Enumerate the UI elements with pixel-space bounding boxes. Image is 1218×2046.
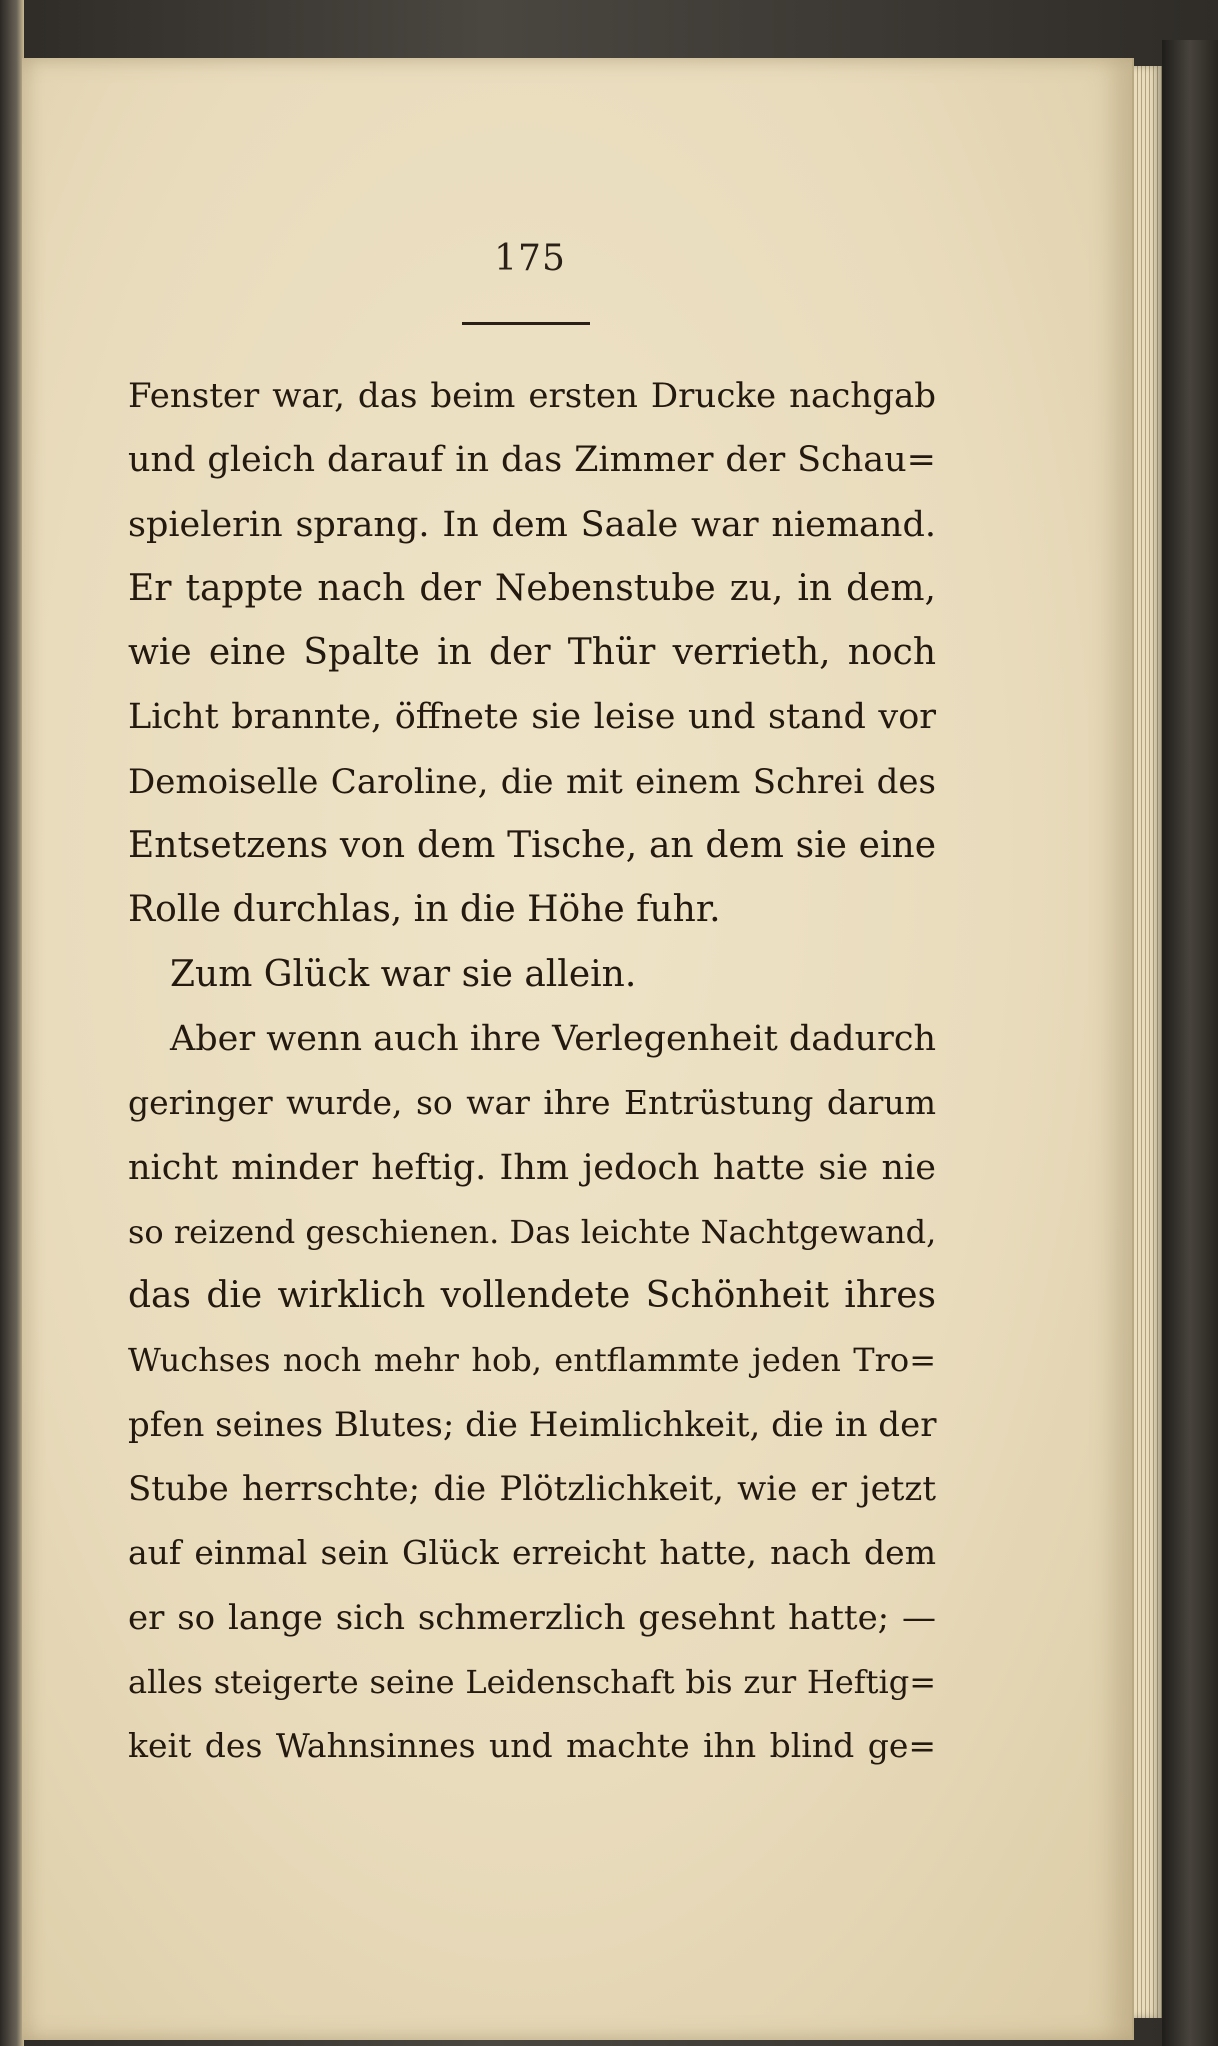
text-line: Licht brannte, öffnete sie leise und stand vor <box>128 697 936 738</box>
text-line: alles steigerte seine Leidenschaft bis zur Heftig= <box>128 1662 936 1701</box>
text-line: geringer wurde, so war ihre Entrüstung darum <box>128 1083 936 1123</box>
text-line: er so lange sich schmerzlich gesehnt hatte; — <box>128 1597 936 1638</box>
text-line: Stube herrschte; die Plötzlichkeit, wie er jetzt <box>128 1469 936 1510</box>
text-line: Er tappte nach der Nebenstube zu, in dem, <box>128 567 936 609</box>
text-line: spielerin sprang. In dem Saale war niemand. <box>128 504 936 545</box>
page-text <box>128 364 936 1779</box>
text-line: Aber wenn auch ihre Verlegenheit dadurch <box>170 1018 936 1059</box>
page-number: 175 <box>494 238 566 279</box>
text-line: Fenster war, das beim ersten Drucke nachgab <box>128 376 936 416</box>
text-line: so reizend geschienen. Das leichte Nachtgewand, <box>128 1212 937 1251</box>
text-line: und gleich darauf in das Zimmer der Schau= <box>128 440 936 481</box>
text-line: nicht minder heftig. Ihm jedoch hatte sie nie <box>128 1147 936 1188</box>
text-line: Wuchses noch mehr hob, entflammte jeden Tro= <box>128 1341 936 1380</box>
text-line: keit des Wahnsinnes und machte ihn blind ge= <box>128 1726 936 1766</box>
text-line: Entsetzens von dem Tische, an dem sie eine <box>128 825 936 867</box>
text-line: pfen seines Blutes; die Heimlichkeit, die in der <box>128 1404 937 1445</box>
text-line: das die wirklich vollendete Schönheit ihres <box>128 1275 936 1317</box>
header-rule <box>462 322 590 325</box>
book-gutter <box>0 0 24 2046</box>
text-line: wie eine Spalte in der Thür verrieth, noch <box>128 632 936 674</box>
book-cover-edge <box>1162 40 1218 2046</box>
text-line: Zum Glück war sie allein. <box>170 953 637 995</box>
text-line: Rolle durchlas, in die Höhe fuhr. <box>128 889 721 931</box>
text-line: auf einmal sein Glück erreicht hatte, nach dem <box>128 1533 936 1573</box>
text-line: Demoiselle Caroline, die mit einem Schrei des <box>128 761 936 802</box>
